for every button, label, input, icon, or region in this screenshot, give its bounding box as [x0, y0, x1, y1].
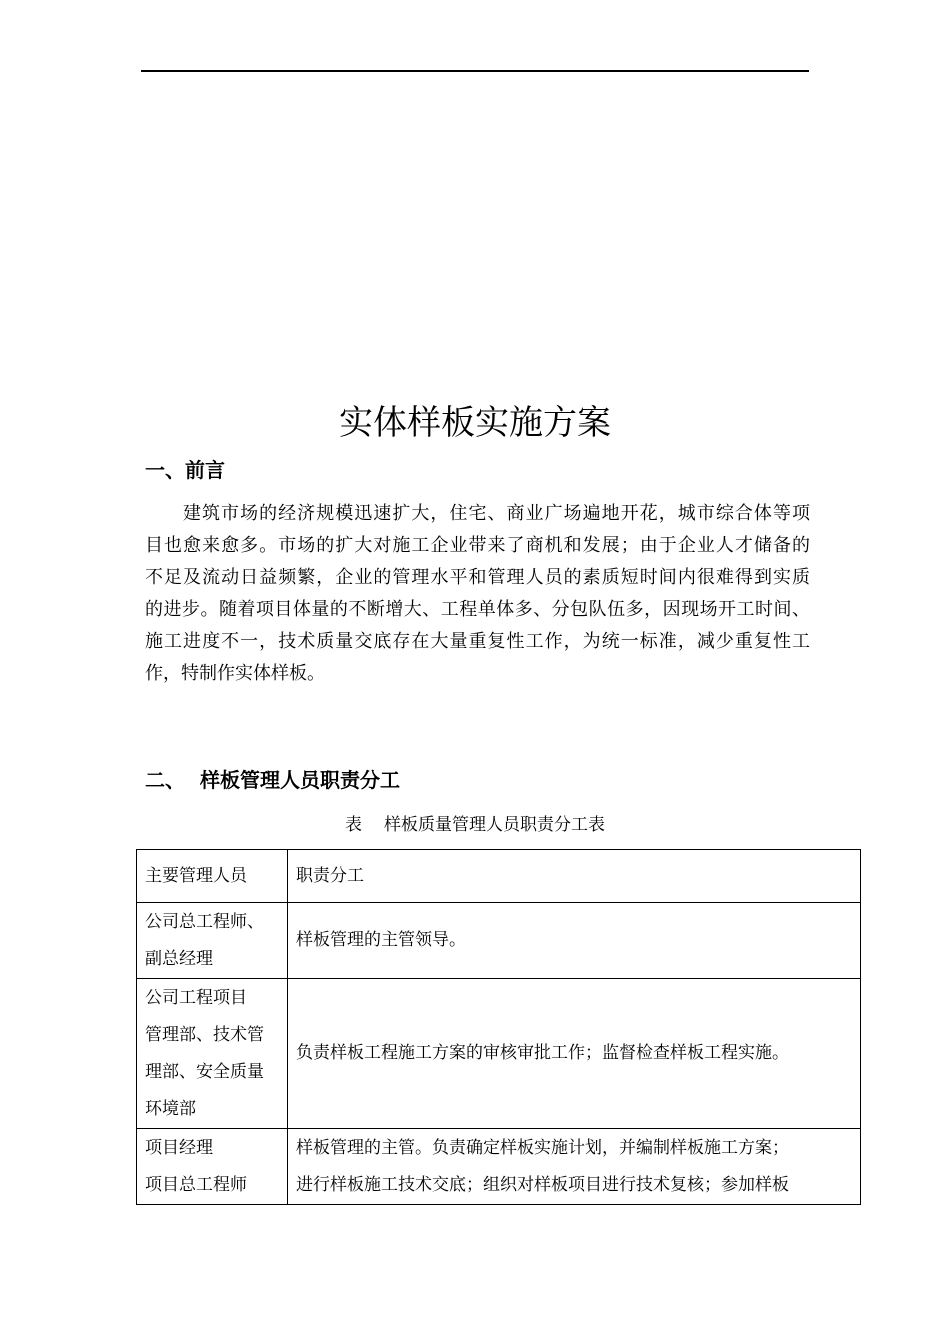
paragraph-line: 目也愈来愈多。市场的扩大对施工企业带来了商机和发展；由于企业人才储备的: [145, 535, 810, 556]
role-line: 项目经理: [145, 1137, 213, 1158]
table-header-row: [137, 850, 861, 903]
duty-line: 样板管理的主管领导。: [296, 930, 466, 950]
duty-line: 进行样板施工技术交底；组织对样板项目进行技术复核；参加样板: [296, 1174, 789, 1195]
document-title: 实体样板实施方案: [339, 402, 611, 443]
paragraph-line: 施工进度不一，技术质量交底存在大量重复性工作，为统一标准，减少重复性工: [145, 631, 810, 652]
table-caption: [0, 812, 950, 838]
role-line: 环境部: [145, 1098, 196, 1119]
paragraph-line: 作，特制作实体样板。: [145, 663, 325, 684]
header-role-cell: 主要管理人员: [137, 850, 288, 903]
paragraph-line: 的进步。随着项目体量的不断增大、工程单体多、分包队伍多，因现场开工时间、: [145, 599, 810, 620]
role-line: 管理部、技术管: [145, 1024, 264, 1045]
section-heading-text: 样板管理人员职责分工: [200, 768, 400, 792]
duty-cell: [288, 979, 861, 1129]
role-cell: [137, 979, 288, 1129]
role-cell: [137, 903, 288, 979]
header-duty-cell: 职责分工: [288, 850, 861, 903]
role-line: 副总经理: [145, 948, 213, 969]
section-heading-preface: 一、前言: [145, 458, 225, 482]
role-line: 理部、安全质量: [145, 1061, 264, 1082]
duty-line: 样板管理的主管。负责确定样板实施计划，并编制样板施工方案；: [296, 1137, 789, 1158]
role-line: 公司总工程师、: [145, 911, 264, 932]
role-cell: [137, 1129, 288, 1205]
table-row: [137, 1129, 861, 1205]
table-row: [137, 979, 861, 1129]
role-line: 项目总工程师: [145, 1174, 247, 1195]
duty-line: 负责样板工程施工方案的审核审批工作；监督检查样板工程实施。: [296, 1043, 789, 1063]
preface-paragraph: [145, 498, 810, 690]
header-rule: [141, 70, 809, 72]
duty-cell: [288, 903, 861, 979]
paragraph-line: 建筑市场的经济规模迅速扩大，住宅、商业广场遍地开花，城市综合体等项: [183, 503, 810, 524]
paragraph-line: 不足及流动日益频繁，企业的管理水平和管理人员的素质短时间内很难得到实质: [145, 567, 810, 588]
role-line: 公司工程项目: [145, 987, 247, 1008]
caption-prefix: 表: [345, 815, 362, 835]
duty-cell: [288, 1129, 861, 1205]
caption-text: 样板质量管理人员职责分工表: [384, 815, 605, 835]
duty-table: [136, 849, 861, 1205]
section-heading-duties: [145, 765, 400, 795]
section-number: 二、: [145, 768, 185, 792]
table-row: [137, 903, 861, 979]
